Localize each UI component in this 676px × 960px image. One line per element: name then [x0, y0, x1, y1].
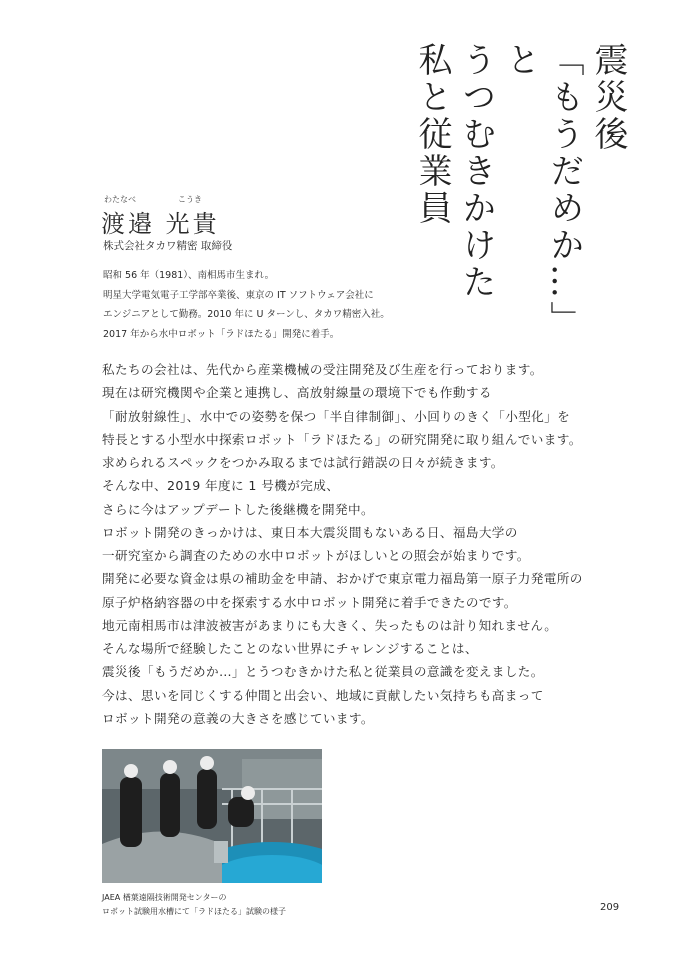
- body-line: 開発に必要な資金は県の補助金を申請、おかげで東京電力福島第一原子力発電所の: [102, 571, 583, 587]
- caption-line: JAEA 楢葉遠隔技術開発センターの: [102, 893, 227, 902]
- caption-line: ロボット試験用水槽にて「ラドほたる」試験の様子: [102, 906, 286, 916]
- bio-line: 昭和 56 年（1981）、南相馬市生まれ。: [103, 270, 275, 281]
- body-line: そんな場所で経験したことのない世界にチャレンジすることは、: [102, 641, 478, 656]
- title-line: 「もうだめか…」と: [500, 42, 584, 338]
- body-line: 「耐放射線性」、水中での姿勢を保つ「半自律制御」、小回りのきく「小型化」を: [102, 408, 571, 424]
- body-line: 私たちの会社は、先代から産業機械の受注開発及び生産を行っております。: [102, 362, 543, 377]
- body-line: ロボット開発の意義の大きさを感じています。: [102, 710, 374, 726]
- bio-line: エンジニアとして勤務。2010 年に U ターンし、タカワ精密入社。: [103, 309, 390, 320]
- body-line: 現在は研究機関や企業と連携し、高放射線量の環境下でも作動する: [102, 385, 492, 401]
- article-title: [412, 42, 630, 342]
- body-line: 地元南相馬市は津波被害があまりにも大きく、失ったものは計り知れません。: [102, 617, 558, 633]
- person-affiliation: 株式会社タカワ精密 取締役: [103, 240, 233, 252]
- body-line: 今は、思いを同じくする仲間と出会い、地域に貢献したい気持ちも高まって: [102, 687, 544, 703]
- title-line: うつむきかけた: [456, 42, 496, 301]
- article-body: [102, 358, 583, 730]
- photo-illustration: [102, 749, 322, 883]
- furigana-surname: わたなべ: [104, 195, 136, 204]
- body-line: 震災後「もうだめか…」とうつむきかけた私と従業員の意識を変えました。: [102, 664, 544, 680]
- bio-line: 明星大学電気電子工学部卒業後、東京の IT ソフトウェア会社に: [103, 289, 374, 301]
- body-line: 一研究室から調査のための水中ロボットがほしいとの照会が始まりです。: [102, 548, 530, 563]
- title-line: 震災後: [588, 42, 628, 153]
- page-number: 209: [600, 902, 620, 913]
- body-line: 求められるスペックをつかみ取るまでは試行錯誤の日々が続きます。: [102, 455, 504, 470]
- bio-line: 2017 年から水中ロボット「ラドほたる」開発に着手。: [103, 328, 340, 340]
- body-line: さらに今はアップデートした後継機を開発中。: [102, 501, 374, 517]
- body-line: 原子炉格納容器の中を探索する水中ロボット開発に着手できたのです。: [102, 594, 517, 610]
- photo-caption: [102, 891, 286, 918]
- title-line: 私と従業員: [412, 42, 452, 227]
- test-tank-photo: [102, 749, 322, 883]
- person-bio: [103, 266, 390, 344]
- body-line: そんな中、2019 年度に 1 号機が完成、: [102, 478, 340, 494]
- body-line: 特長とする小型水中探索ロボット「ラドほたる」の研究開発に取り組んでいます。: [102, 431, 582, 447]
- furigana-given: こうき: [178, 195, 202, 204]
- body-line: ロボット開発のきっかけは、東日本大震災間もないある日、福島大学の: [102, 524, 518, 540]
- person-name: 渡邉 光貴: [101, 210, 220, 238]
